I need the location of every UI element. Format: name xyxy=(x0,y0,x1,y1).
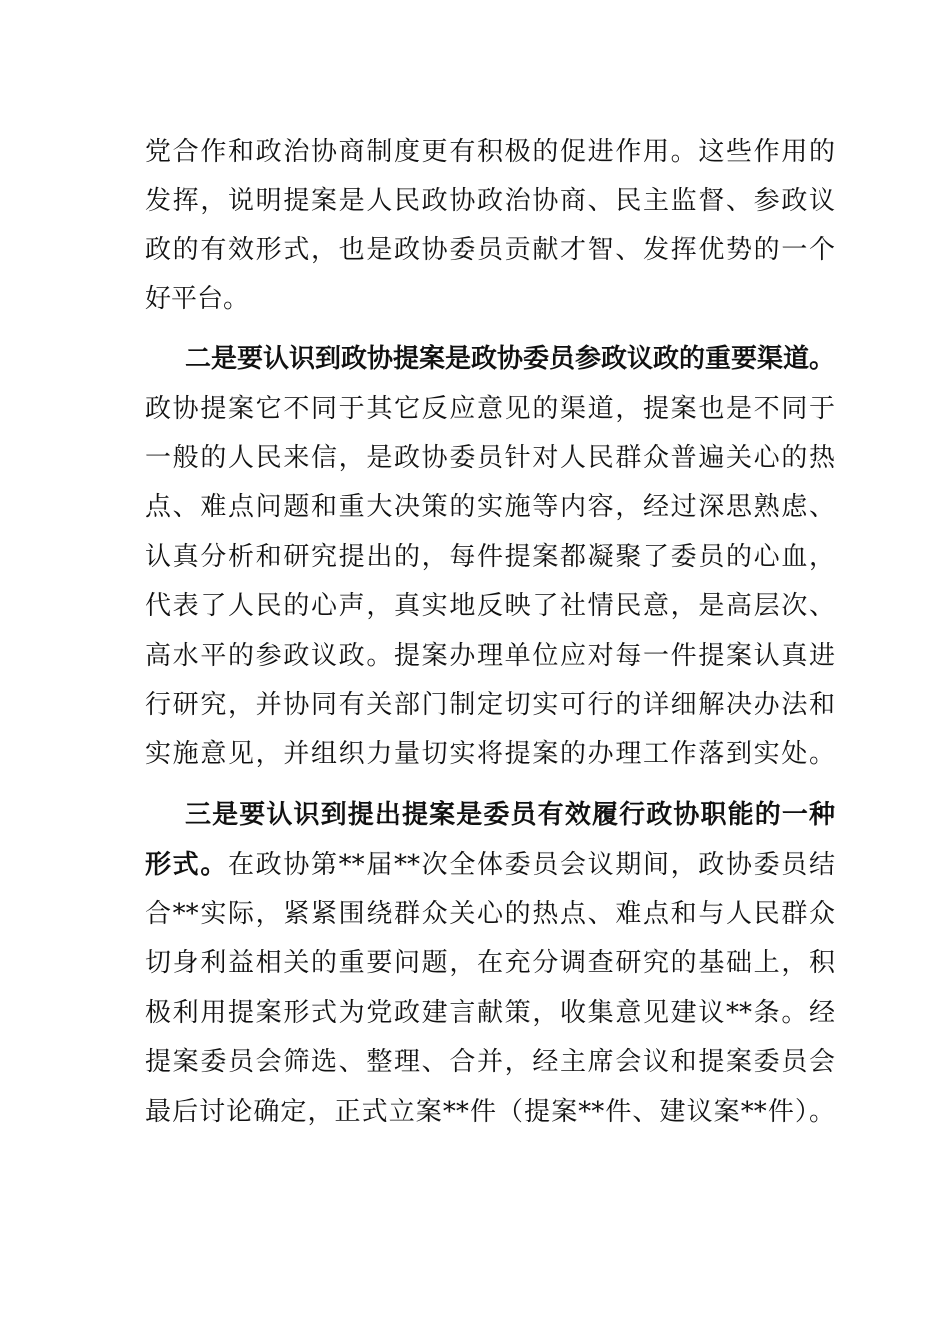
text-line: 一般的人民来信，是政协委员针对人民群众普遍关心的热 xyxy=(145,443,835,473)
text-line: 政的有效形式，也是政协委员贡献才智、发挥优势的一个 xyxy=(145,235,835,265)
text-line: 代表了人民的心声，真实地反映了社情民意，是高层次、 xyxy=(145,591,835,621)
text-line: 实施意见，并组织力量切实将提案的办理工作落到实处。 xyxy=(145,739,835,769)
text-line: 合**实际，紧紧围绕群众关心的热点、难点和与人民群众 xyxy=(145,899,835,929)
text-line: 认真分析和研究提出的，每件提案都凝聚了委员的心血， xyxy=(145,542,835,572)
paragraph-heading: 二是要认识到政协提案是政协委员参政议政的重要渠道。 xyxy=(185,344,836,374)
text-line: 好平台。 xyxy=(145,284,250,314)
text-line: 点、难点问题和重大决策的实施等内容，经过深思熟虑、 xyxy=(145,492,835,522)
text-line: 高水平的参政议政。提案办理单位应对每一件提案认真进 xyxy=(145,641,835,671)
text-line: 极利用提案形式为党政建言献策，收集意见建议**条。经 xyxy=(145,998,835,1028)
text-line: 切身利益相关的重要问题，在充分调查研究的基础上，积 xyxy=(145,948,835,978)
text-line: 政协提案它不同于其它反应意见的渠道，提案也是不同于 xyxy=(145,394,835,424)
text-line: 党合作和政治协商制度更有积极的促进作用。这些作用的 xyxy=(145,137,835,167)
heading-tail: 形式。 xyxy=(145,850,228,880)
text-run: 在政协第**届**次全体委员会议期间，政协委员结 xyxy=(228,850,835,880)
text-line: 最后讨论确定，正式立案**件（提案**件、建议案**件）。 xyxy=(145,1097,835,1127)
text-line: 行研究，并协同有关部门制定切实可行的详细解决办法和 xyxy=(145,690,835,720)
text-line: 提案委员会筛选、整理、合并，经主席会议和提案委员会 xyxy=(145,1047,835,1077)
text-line-mixed xyxy=(145,845,835,885)
paragraph-heading: 三是要认识到提出提案是委员有效履行政协职能的一种 xyxy=(185,800,835,830)
text-line: 发挥，说明提案是人民政协政治协商、民主监督、参政议 xyxy=(145,186,835,216)
